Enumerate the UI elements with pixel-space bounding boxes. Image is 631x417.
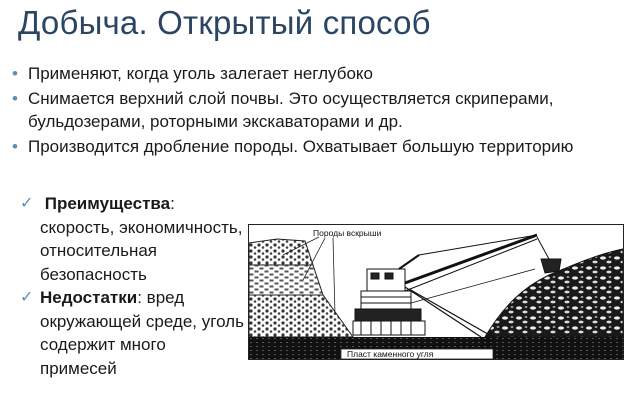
disadvantages-text: вред окружающей среде, уголь содержит много примесей [40,288,244,378]
pros-cons-block [20,192,245,380]
overburden-bench-middle [249,265,323,295]
label-coal-seam: Пласт каменного угля [347,349,434,359]
checkmark-icon: ✓ [20,195,34,212]
bullet-item [12,62,624,85]
disadvantages-colon: : [137,288,142,307]
disadvantages-heading: Недостатки [40,288,138,307]
overburden-bench-lower [249,295,353,337]
open-pit-mining-illustration [248,224,624,360]
disadvantages-item [20,286,245,380]
advantages-text: скорость, экономичность, относительная безопасность [40,217,243,284]
illustration-svg [249,225,623,359]
bullet-list [12,62,624,160]
label-overburden: Породы вскрыши [313,228,382,238]
checkmark-icon: ✓ [20,289,34,306]
advantages-item [20,192,245,286]
bullet-item [12,135,624,158]
overburden-bench-upper [249,239,313,265]
advantages-heading: Преимущества [44,194,171,213]
bullet-dot-icon: • [12,137,18,156]
bullet-text: Производится дробление породы. Охватывает большую территорию [28,137,574,156]
advantages-colon: : [170,194,175,213]
bullet-dot-icon: • [12,64,18,83]
bullet-dot-icon: • [12,89,18,108]
bullet-item [12,87,624,133]
bullet-text: Применяют, когда уголь залегает неглубоко [28,64,374,83]
bullet-text: Снимается верхний слой почвы. Это осуществляется скриперами, бульдозерами, роторными экскаваторами и др. [28,89,554,131]
slide-title: Добыча. Открытый способ [18,4,431,41]
